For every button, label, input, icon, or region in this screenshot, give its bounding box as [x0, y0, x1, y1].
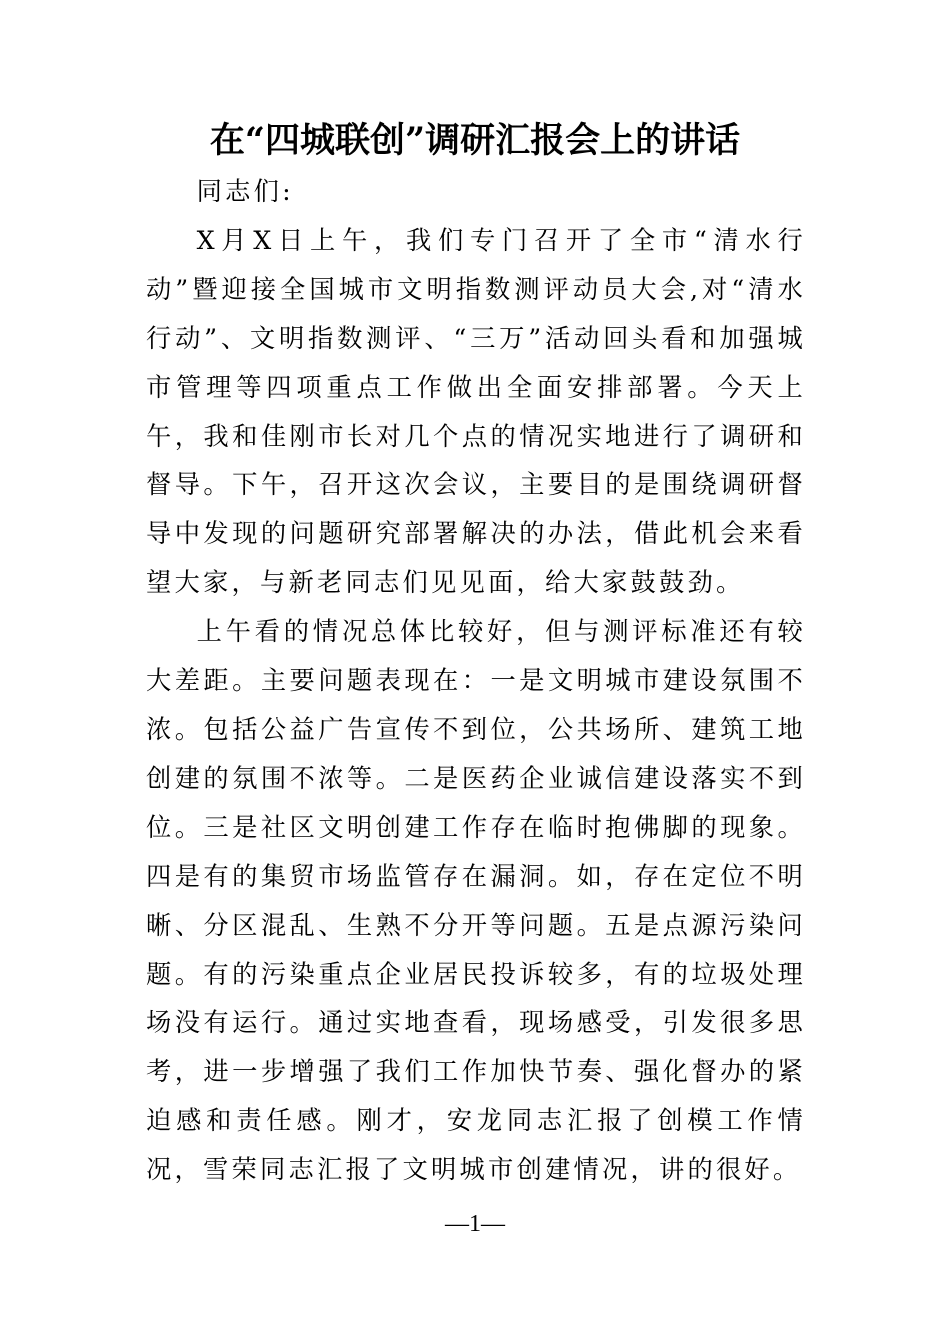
- body-paragraph-1: X月X日上午，我们专门召开了全市“清水行动”暨迎接全国城市文明指数测评动员大会,对“清水行动”、文明指数测评、“三万”活动回头看和加强城市管理等四项重点工作做出全面安排部署。今天上午，我和佳刚市长对几个点的情况实地进行了调研和督导。下午，召开这次会议，主要目的是围绕调研督导中发现的问题研究部署解决的办法，借此机会来看望大家，与新老同志们见见面，给大家鼓鼓劲。: [146, 225, 806, 598]
- document-body: [146, 168, 806, 1195]
- greeting-line: 同志们:: [196, 177, 294, 206]
- document-title: 在“四城联创”调研汇报会上的讲话: [209, 120, 741, 161]
- body-paragraph-2: 上午看的情况总体比较好，但与测评标准还有较大差距。主要问题表现在：一是文明城市建设氛围不浓。包括公益广告宣传不到位，公共场所、建筑工地创建的氛围不浓等。二是医药企业诚信建设落实不到位。三是社区文明创建工作存在临时抱佛脚的现象。四是有的集贸市场监管存在漏洞。如，存在定位不明晰、分区混乱、生熟不分开等问题。五是点源污染问题。有的污染重点企业居民投诉较多，有的垃圾处理场没有运行。通过实地查看，现场感受，引发很多思考，进一步增强了我们工作加快节奏、强化督办的紧迫感和责任感。刚才，安龙同志汇报了创模工作情况，雪荣同志汇报了文明城市创建情况，讲的很好。: [146, 617, 806, 1185]
- page-number: —1—: [445, 1211, 505, 1237]
